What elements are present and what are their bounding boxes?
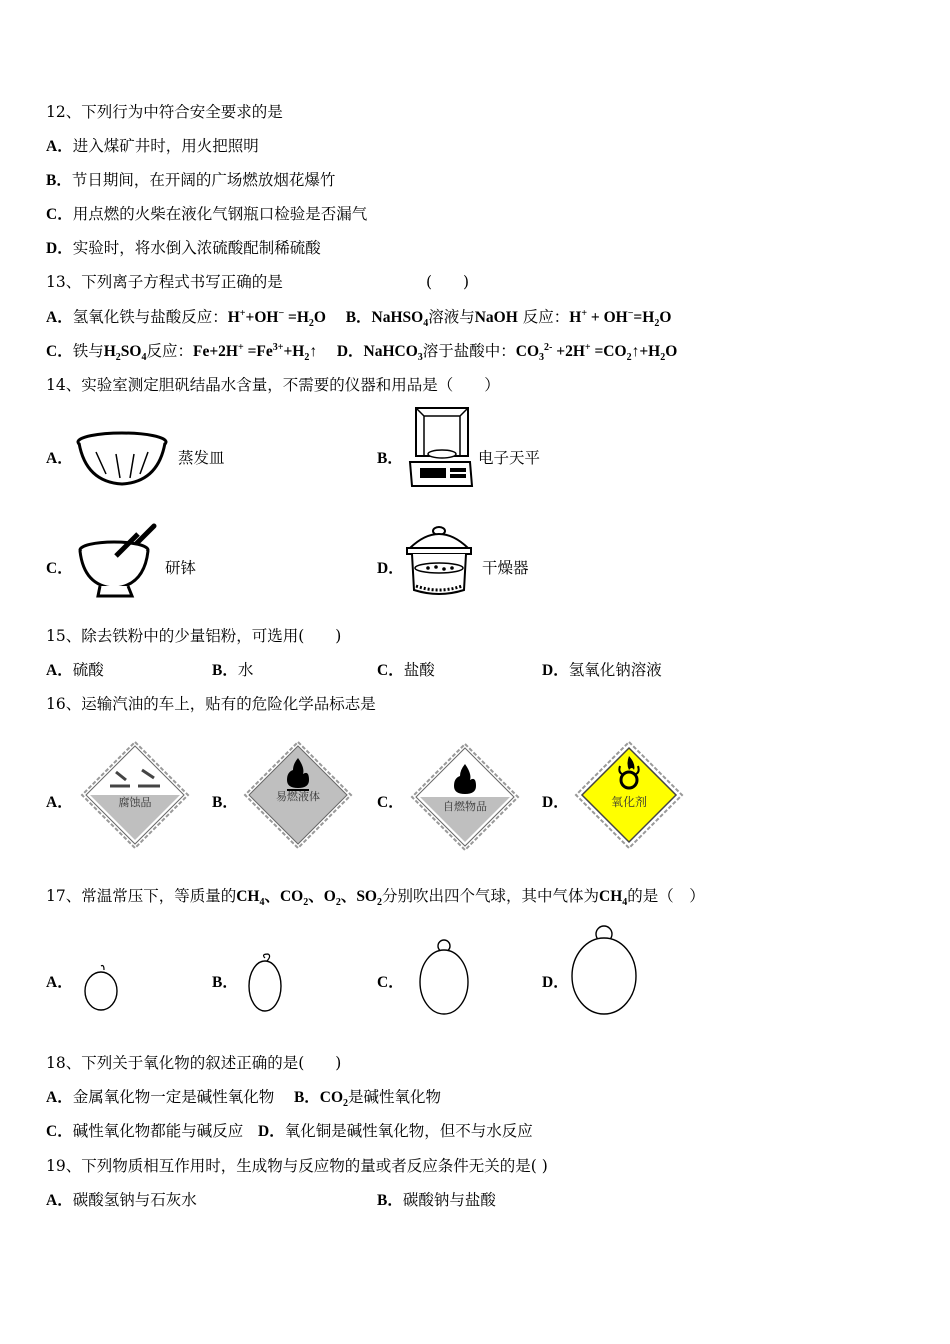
q15-option-a: A．硫酸 [46,661,104,679]
q19-stem: 19、下列物质相互作用时，生成物与反应物的量或者反应条件无关的是( ) [46,1157,548,1175]
balloon-d-icon [570,922,640,1018]
q18-options-ab: A．金属氧化物一定是碱性氧化物 B．$CO_2$是碱性氧化物 [46,1088,442,1110]
q19-option-a: A．碳酸氢钠与石灰水 [46,1191,197,1209]
oxidizer-sign-icon [574,740,684,850]
q14-caption-c: 研钵 [165,559,197,577]
q15-option-c: C．盐酸 [377,661,435,679]
q16-label-a: A． [46,794,73,811]
q15-stem: 15、除去铁粉中的少量铝粉，可选用( ) [46,627,342,645]
q14-label-d: D． [377,560,404,577]
q12-option-c: C．用点燃的火柴在液化气钢瓶口检验是否漏气 [46,205,368,223]
balloon-b-icon [246,952,286,1016]
spontaneous-combustion-sign-text: 自燃物品 [443,800,487,813]
spontaneous-combustion-sign-icon [410,742,520,852]
q13-options-cd: C．铁与$H_2SO_4$反应：$Fe+2H^+ =Fe^{3+}+H_2↑$ D．NaHCO$_3$溶于盐酸中：$CO_3^{2-} +2H^+$ $=CO_2↑+H_2O$ [46,341,678,364]
q14-caption-b: 电子天平 [478,449,541,467]
q16-label-d: D． [542,794,569,811]
q12-option-b: B．节日期间，在开阔的广场燃放烟花爆竹 [46,171,336,189]
q14-caption-d: 干燥器 [482,559,529,577]
q14-label-b: B． [377,450,403,467]
evaporating-dish-icon [76,430,168,488]
q14-label-c: C． [46,560,73,577]
q17-stem: 17、常温常压下，等质量的$CH_4$、$CO_2$、$O_2$、$SO_2$分别吹出四个气球，其中气体为$CH_4$的是（ ） [46,887,705,909]
oxidizer-sign-text: 氧化剂 [610,795,648,809]
flammable-liquid-sign-icon [243,740,353,850]
q16-label-b: B． [212,794,238,811]
q12-stem: 12、下列行为中符合安全要求的是 [46,103,283,121]
electronic-balance-icon [408,406,474,488]
q17-label-a: A． [46,974,73,991]
q18-stem: 18、下列关于氧化物的叙述正确的是( ) [46,1054,342,1072]
q12-option-d: D．实验时，将水倒入浓硫酸配制稀硫酸 [46,239,321,257]
mortar-pestle-icon [76,520,158,602]
q16-label-c: C． [377,794,404,811]
q14-label-a: A． [46,450,73,467]
desiccator-icon [404,526,474,602]
q19-option-b: B．碳酸钠与盐酸 [377,1191,496,1209]
flammable-liquid-sign-text: 易燃液体 [276,790,320,803]
balloon-a-icon [82,962,122,1014]
q13-options-ab: A．氢氧化铁与盐酸反应：$H^++OH^- =H_2O$ B．NaHSO$_4$溶液与NaOH 反应：$H^+ + OH^-=H_2O$ [46,307,672,330]
q17-label-b: B． [212,974,238,991]
balloon-c-icon [416,938,472,1018]
q15-option-b: B．水 [212,661,254,679]
corrosive-sign-text: 腐蚀品 [118,796,152,809]
q14-stem: 14、实验室测定胆矾结晶水含量，不需要的仪器和用品是（ ） [46,376,500,394]
q13-stem: 13、下列离子方程式书写正确的是 ( ) [46,273,470,291]
q17-label-d: D． [542,974,569,991]
q15-option-d: D．氢氧化钠溶液 [542,661,662,679]
q16-stem: 16、运输汽油的车上，贴有的危险化学品标志是 [46,695,376,713]
q17-label-c: C． [377,974,404,991]
q18-options-cd: C．碱性氧化物都能与碱反应 D．氧化铜是碱性氧化物，但不与水反应 [46,1122,533,1140]
q12-option-a: A．进入煤矿井时，用火把照明 [46,137,259,155]
q14-caption-a: 蒸发皿 [178,449,225,467]
corrosive-sign-icon [80,740,190,850]
